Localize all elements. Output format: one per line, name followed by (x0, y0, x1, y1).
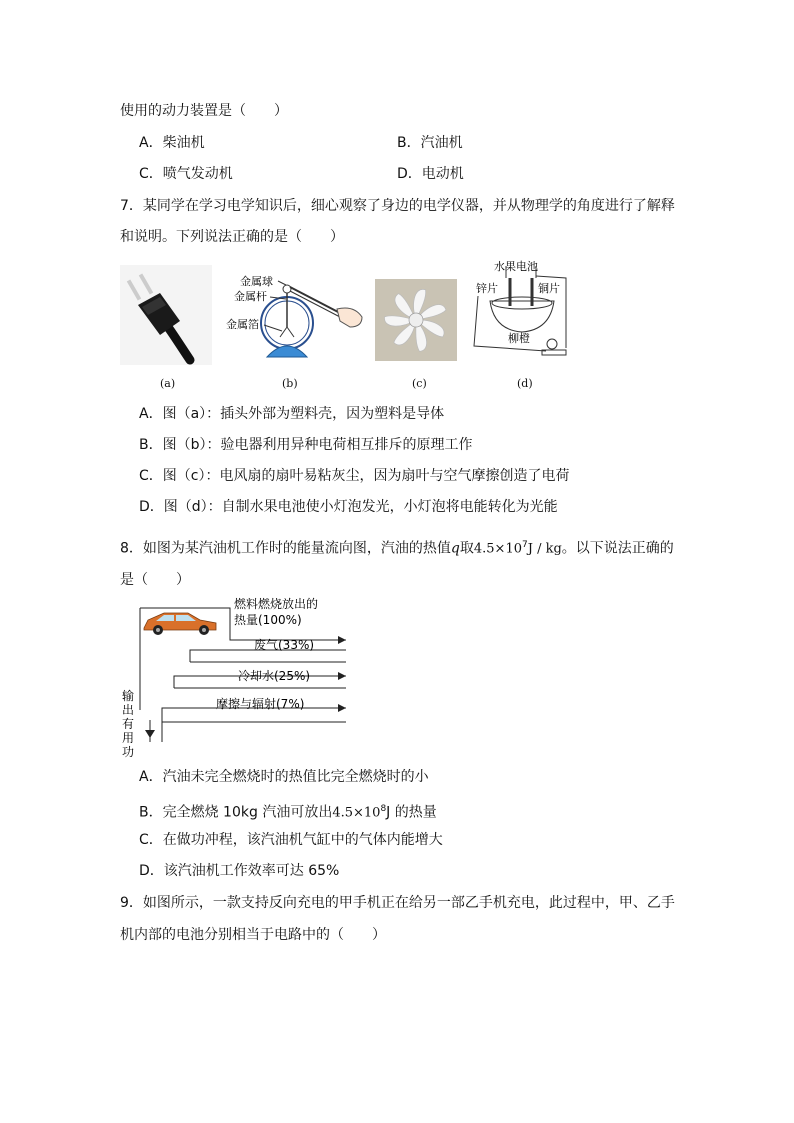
car-icon (144, 613, 216, 635)
label-exhaust: 废气(33%) (254, 638, 315, 652)
q6-stem: 使用的动力装置是（ ） (120, 103, 288, 119)
q8-stem-take: 取 (459, 540, 474, 557)
figure-c-caption: (c) (412, 377, 427, 390)
q7-option-a: A．图（a）：插头外部为塑料壳，因为塑料是导体 (139, 406, 445, 422)
q6-option-a: A．柴油机 (139, 135, 205, 151)
q7-option-d: D．图（d）：自制水果电池使小灯泡发光，小灯泡将电能转化为光能 (139, 499, 558, 515)
label-output-5: 功 (122, 745, 135, 759)
q8-option-c: C．在做功冲程，该汽油机气缸中的气体内能增大 (139, 832, 443, 848)
fig-b-label-foil: 金属箔 (226, 318, 259, 331)
q8-stem-value: 4.5×10 (473, 541, 522, 557)
q8-option-b-value: 4.5×10 (332, 805, 381, 821)
q6-option-c: C．喷气发动机 (139, 166, 233, 182)
figure-b-electroscope (222, 265, 372, 365)
q8-option-a: A．汽油未完全燃烧时的热值比完全燃烧时的小 (139, 769, 429, 785)
q8-stem-q: q (450, 540, 460, 557)
fig-d-label-zinc: 锌片 (476, 282, 498, 295)
fig-d-label-title: 水果电池 (494, 260, 538, 273)
q7-option-b: B．图（b）：验电器利用异种电荷相互排斥的原理工作 (139, 437, 473, 453)
q7-stem-line1: 7．某同学在学习电学知识后，细心观察了身边的电学仪器，并从物理学的角度进行了解释 (120, 198, 675, 214)
q6-option-d: D．电动机 (397, 166, 464, 182)
q9-stem-line2: 机内部的电池分别相当于电路中的（ ） (120, 927, 386, 943)
fig-d-label-orange: 柳橙 (508, 332, 530, 345)
label-output-4: 用 (122, 731, 135, 745)
figure-c-fan (375, 279, 457, 361)
energy-flow-diagram (118, 592, 358, 764)
q8-stem-unit: J / kg (527, 541, 562, 557)
label-fuel-heat-2: 热量(100%) (234, 613, 302, 627)
fig-b-label-rod: 金属杆 (234, 290, 267, 303)
q8-stem-line2: 是（ ） (120, 572, 190, 588)
q8-option-b-exp: 8 (380, 804, 387, 814)
fig-d-label-copper: 铜片 (538, 282, 560, 295)
label-output-2: 出 (122, 703, 135, 717)
q8-stem-after: 。以下说法正确的 (561, 540, 674, 557)
label-cooling-water: 冷却水(25%) (238, 669, 311, 683)
q8-stem-line1 (120, 535, 674, 560)
q8-option-b (139, 799, 437, 824)
q8-stem-exp: 7 (521, 540, 528, 550)
q8-option-b-after: J 的热量 (386, 804, 437, 821)
q8-option-d: D．该汽油机工作效率可达 65% (139, 863, 340, 879)
figure-a-caption: (a) (160, 377, 176, 390)
label-fuel-heat-1: 燃料燃烧放出的 (234, 597, 319, 611)
q9-stem-line1: 9．如图所示，一款支持反向充电的甲手机正在给另一部乙手机充电，此过程中，甲、乙手 (120, 895, 675, 911)
q7-stem-line2: 和说明。下列说法正确的是（ ） (120, 229, 344, 245)
fig-b-label-ball: 金属球 (240, 275, 273, 288)
figure-a-plug (120, 265, 212, 365)
q8-option-b-before: B．完全燃烧 10kg 汽油可放出 (139, 804, 333, 821)
q6-option-b: B．汽油机 (397, 135, 463, 151)
q8-stem-before: 8．如图为某汽油机工作时的能量流向图，汽油的热值 (120, 540, 451, 557)
flow-arrowheads (338, 636, 346, 712)
figure-d-fruit-battery (470, 256, 582, 366)
figure-b-caption: (b) (282, 377, 298, 390)
label-friction-radiation: 摩擦与辐射(7%) (216, 697, 305, 711)
figure-d-caption: (d) (517, 377, 533, 390)
q7-option-c: C．图（c）：电风扇的扇叶易粘灰尘，因为扇叶与空气摩擦创造了电荷 (139, 468, 570, 484)
label-output-1: 输 (122, 689, 135, 703)
label-output-3: 有 (122, 717, 135, 731)
